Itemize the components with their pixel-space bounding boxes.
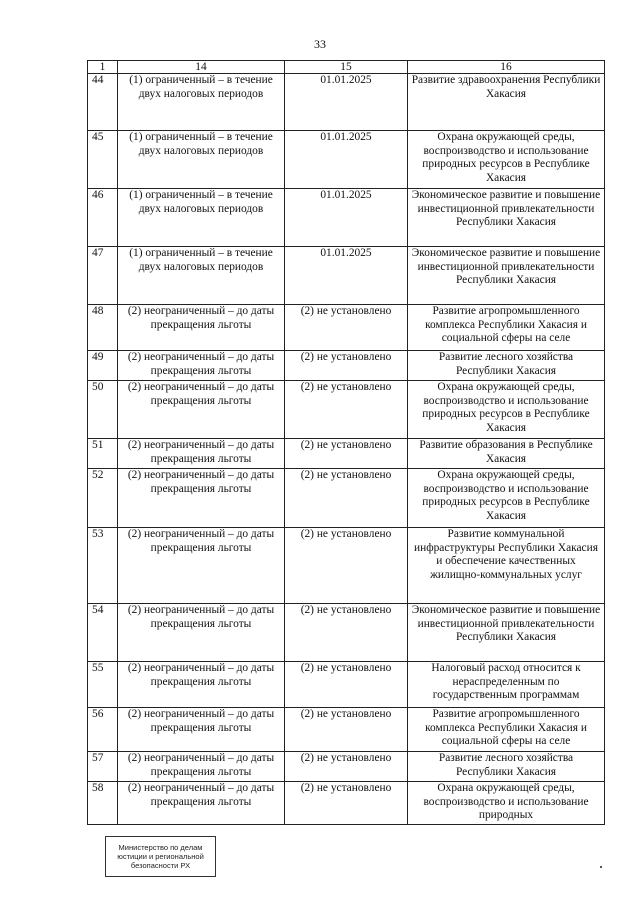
table-row: [88, 381, 605, 439]
state-program-cell: Охрана окружающей среды, воспроизводство и использование природных ресурсов в Республике Хакасия: [408, 381, 605, 439]
end-date-cell: (2) не установлено: [285, 469, 408, 528]
state-program-cell: Развитие лесного хозяйства Республики Хакасия: [408, 351, 605, 381]
validity-period-cell: (2) неограниченный – до даты прекращения льготы: [118, 662, 285, 708]
table-row: [88, 469, 605, 528]
state-program-cell: Экономическое развитие и повышение инвестиционной привлекательности Республики Хакасия: [408, 189, 605, 247]
table-row: [88, 74, 605, 131]
state-program-cell: Развитие агропромышленного комплекса Республики Хакасия и социальной сферы на селе: [408, 305, 605, 351]
table-row: [88, 782, 605, 825]
state-program-cell: Развитие здравоохранения Республики Хакасия: [408, 74, 605, 131]
validity-period-cell: (2) неограниченный – до даты прекращения льготы: [118, 439, 285, 469]
table-row: [88, 528, 605, 604]
state-program-cell: Охрана окружающей среды, воспроизводство и использование природных ресурсов в Республике Хакасия: [408, 469, 605, 528]
table-row: [88, 604, 605, 662]
page-number: 33: [314, 37, 326, 51]
validity-period-cell: (2) неограниченный – до даты прекращения льготы: [118, 782, 285, 825]
end-date-cell: (2) не установлено: [285, 528, 408, 604]
ministry-stamp-text: Министерство по делам юстиции и региональной безопасности РХ: [117, 843, 204, 870]
table-row: [88, 131, 605, 189]
table-row: [88, 708, 605, 752]
end-date-cell: (2) не установлено: [285, 439, 408, 469]
validity-period-cell: (1) ограниченный – в течение двух налоговых периодов: [118, 189, 285, 247]
ministry-stamp: [105, 836, 216, 877]
end-date-cell: 01.01.2025: [285, 189, 408, 247]
validity-period-cell: (2) неограниченный – до даты прекращения льготы: [118, 708, 285, 752]
end-date-cell: (2) не установлено: [285, 604, 408, 662]
row-number: 52: [88, 469, 118, 528]
row-number: 57: [88, 752, 118, 782]
row-number: 56: [88, 708, 118, 752]
end-date-cell: (2) не установлено: [285, 305, 408, 351]
table-row: [88, 305, 605, 351]
table-header-row: [88, 61, 605, 74]
table-row: [88, 439, 605, 469]
end-date-cell: 01.01.2025: [285, 74, 408, 131]
row-number: 51: [88, 439, 118, 469]
state-program-cell: Развитие лесного хозяйства Республики Хакасия: [408, 752, 605, 782]
end-date-cell: (2) не установлено: [285, 351, 408, 381]
column-header-16: 16: [408, 61, 605, 74]
column-header-15: 15: [285, 61, 408, 74]
end-date-cell: (2) не установлено: [285, 381, 408, 439]
table-row: [88, 752, 605, 782]
validity-period-cell: (1) ограниченный – в течение двух налоговых периодов: [118, 131, 285, 189]
state-program-cell: Охрана окружающей среды, воспроизводство и использование природных: [408, 782, 605, 825]
validity-period-cell: (2) неограниченный – до даты прекращения льготы: [118, 469, 285, 528]
state-program-cell: Развитие образования в Республике Хакасия: [408, 439, 605, 469]
state-program-cell: Экономическое развитие и повышение инвестиционной привлекательности Республики Хакасия: [408, 604, 605, 662]
table-row: [88, 351, 605, 381]
row-number: 45: [88, 131, 118, 189]
row-number: 48: [88, 305, 118, 351]
row-number: 55: [88, 662, 118, 708]
validity-period-cell: (1) ограниченный – в течение двух налоговых периодов: [118, 74, 285, 131]
validity-period-cell: (2) неограниченный – до даты прекращения льготы: [118, 351, 285, 381]
row-number: 44: [88, 74, 118, 131]
state-program-cell: Налоговый расход относится к нераспределенным по государственным программам: [408, 662, 605, 708]
end-date-cell: 01.01.2025: [285, 131, 408, 189]
row-number: 50: [88, 381, 118, 439]
end-date-cell: (2) не установлено: [285, 782, 408, 825]
table-row: [88, 189, 605, 247]
validity-period-cell: (1) ограниченный – в течение двух налоговых периодов: [118, 247, 285, 305]
end-date-cell: (2) не установлено: [285, 708, 408, 752]
state-program-cell: Развитие агропромышленного комплекса Республики Хакасия и социальной сферы на селе: [408, 708, 605, 752]
state-program-cell: Охрана окружающей среды, воспроизводство и использование природных ресурсов в Республике Хакасия: [408, 131, 605, 189]
validity-period-cell: (2) неограниченный – до даты прекращения льготы: [118, 752, 285, 782]
row-number: 58: [88, 782, 118, 825]
table-row: [88, 662, 605, 708]
row-number: 47: [88, 247, 118, 305]
row-number: 49: [88, 351, 118, 381]
end-date-cell: (2) не установлено: [285, 662, 408, 708]
validity-period-cell: (2) неограниченный – до даты прекращения льготы: [118, 528, 285, 604]
table-row: [88, 247, 605, 305]
validity-period-cell: (2) неограниченный – до даты прекращения льготы: [118, 604, 285, 662]
tax-expenditure-table: [87, 60, 605, 825]
validity-period-cell: (2) неограниченный – до даты прекращения льготы: [118, 381, 285, 439]
row-number: 46: [88, 189, 118, 247]
column-header-1: 1: [88, 61, 118, 74]
end-date-cell: (2) не установлено: [285, 752, 408, 782]
validity-period-cell: (2) неограниченный – до даты прекращения льготы: [118, 305, 285, 351]
end-date-cell: 01.01.2025: [285, 247, 408, 305]
state-program-cell: Экономическое развитие и повышение инвестиционной привлекательности Республики Хакасия: [408, 247, 605, 305]
scan-speck: [600, 866, 602, 868]
column-header-14: 14: [118, 61, 285, 74]
row-number: 53: [88, 528, 118, 604]
row-number: 54: [88, 604, 118, 662]
state-program-cell: Развитие коммунальной инфраструктуры Республики Хакасия и обеспечение качественных жилищно-коммунальных услуг: [408, 528, 605, 604]
